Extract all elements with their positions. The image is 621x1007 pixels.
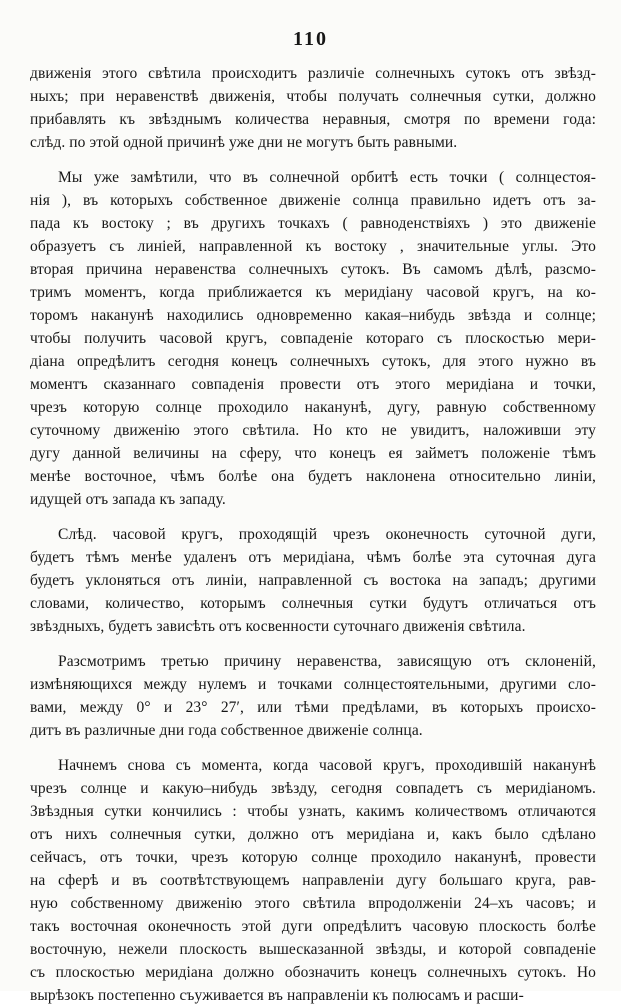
paragraph [30, 166, 596, 511]
text-line: отъ нихъ солнечныя сутки, должно отъ меридіана и, какъ было сдѣлано [30, 826, 596, 843]
text-line: вырѣзокъ постепенно съуживается въ направленіи къ полюсамъ и расши- [30, 987, 524, 1004]
text-line: тримъ моментъ, когда приближается къ меридіану часовой кругъ, на ко- [30, 284, 596, 301]
text-line: движенія этого свѣтила происходитъ различіе солнечныхъ сутокъ отъ звѣзд- [30, 65, 596, 82]
text-line: Разсмотримъ третью причину неравенства, зависящую отъ склоненій, [58, 653, 596, 670]
text-line: ную собственному движенію этого свѣтила впродолженіи 24–хъ часовъ; и [30, 895, 596, 912]
body-text [30, 62, 596, 1007]
text-line: моментъ сказаннаго совпаденія провести отъ этого меридіана и точки, [30, 376, 596, 393]
text-line: чрезъ которую солнце проходило наканунѣ, дугу, равную собственному [30, 399, 596, 416]
text-line: измѣняющихся между нулемъ и точками солнцестоятельными, другими сло- [30, 676, 596, 693]
text-line: менѣе восточное, чѣмъ болѣе она будетъ наклонена относительно линіи, [30, 468, 596, 485]
text-line: дитъ въ различные дни года собственное движеніе солнца. [30, 722, 423, 739]
text-line: Мы уже замѣтили, что въ солнечной орбитѣ есть точки ( солнцестоя- [58, 169, 596, 186]
text-line: діана опредѣлитъ сегодня конецъ солнечныхъ сутокъ, для этого нужно въ [30, 353, 596, 370]
paragraph [30, 62, 596, 154]
text-line: дугу данной величины на сферу, что конецъ ея займетъ положеніе тѣмъ [30, 445, 596, 462]
text-line: восточную, нежели плоскость вышесказанной звѣзды, и которой совпаденіе [30, 941, 596, 958]
paragraph [30, 523, 596, 638]
text-line: словами, количество, которымъ солнечныя сутки будутъ отличаться отъ [30, 595, 596, 612]
paragraph [30, 754, 596, 1007]
text-line: звѣздныхъ, будетъ зависѣть отъ косвенности суточнаго движенія свѣтила. [30, 618, 526, 635]
text-line: будетъ уклоняться отъ линіи, направленной съ востока на западъ; другими [30, 572, 596, 589]
text-line: Слѣд. часовой кругъ, проходящій чрезъ оконечность суточной дуги, [58, 526, 596, 543]
text-line: чтобы получить часовой кругъ, совпаденіе котораго съ плоскостью мери- [30, 330, 596, 347]
text-line: нія ), въ которыхъ собственное движеніе солнца правильно идетъ отъ за- [30, 192, 596, 209]
text-line: съ плоскостью меридіана должно обозначить конецъ солнечныхъ сутокъ. Но [30, 964, 596, 981]
text-line: Начнемъ снова съ момента, когда часовой кругъ, проходившій наканунѣ [58, 757, 596, 774]
text-line: такъ восточная оконечность этой дуги опредѣлитъ часовую плоскость болѣе [30, 918, 596, 935]
text-line: будетъ тѣмъ менѣе удаленъ отъ меридіана, чѣмъ болѣе эта суточная дуга [30, 549, 596, 566]
text-line: пада къ востоку ; въ другихъ точкахъ ( равноденствіяхъ ) это движеніе [30, 215, 596, 232]
text-line: образуетъ съ линіей, направленной къ востоку , значительные углы. Это [30, 238, 596, 255]
text-line: вторая причина неравенства солнечныхъ сутокъ. Въ самомъ дѣлѣ, разсмо- [30, 261, 596, 278]
text-line: слѣд. по этой одной причинѣ уже дни не могутъ быть равными. [30, 134, 458, 151]
page-number: 110 [293, 28, 328, 50]
text-line: сейчасъ, отъ точки, чрезъ которую солнце проходило наканунѣ, провести [30, 849, 596, 866]
text-line: чрезъ солнце и какую–нибудь звѣзду, сегодня совпадетъ съ меридіаномъ. [30, 780, 596, 797]
text-line: на сферѣ и въ соотвѣтствующемъ направленіи дугу большаго круга, рав- [30, 872, 596, 889]
text-line: идущей отъ запада къ западу. [30, 491, 226, 508]
text-line: Звѣздныя сутки кончились : чтобы узнать, какимъ количествомъ отличаются [30, 803, 596, 820]
text-line: торомъ наканунѣ находились одновременно какая–нибудь звѣзда и солнце; [30, 307, 596, 324]
paragraph [30, 650, 596, 742]
text-line: прибавлять къ звѣзднымъ количества неравныя, смотря по времени года: [30, 111, 596, 128]
text-line: суточному движенію этого свѣтила. Но кто не увидитъ, наложивши эту [30, 422, 596, 439]
text-line: ныхъ; при неравенствѣ движенія, чтобы получать солнечныя сутки, должно [30, 88, 596, 105]
text-line: вами, между 0° и 23° 27′, или тѣми предѣлами, въ которыхъ происхо- [30, 699, 596, 716]
